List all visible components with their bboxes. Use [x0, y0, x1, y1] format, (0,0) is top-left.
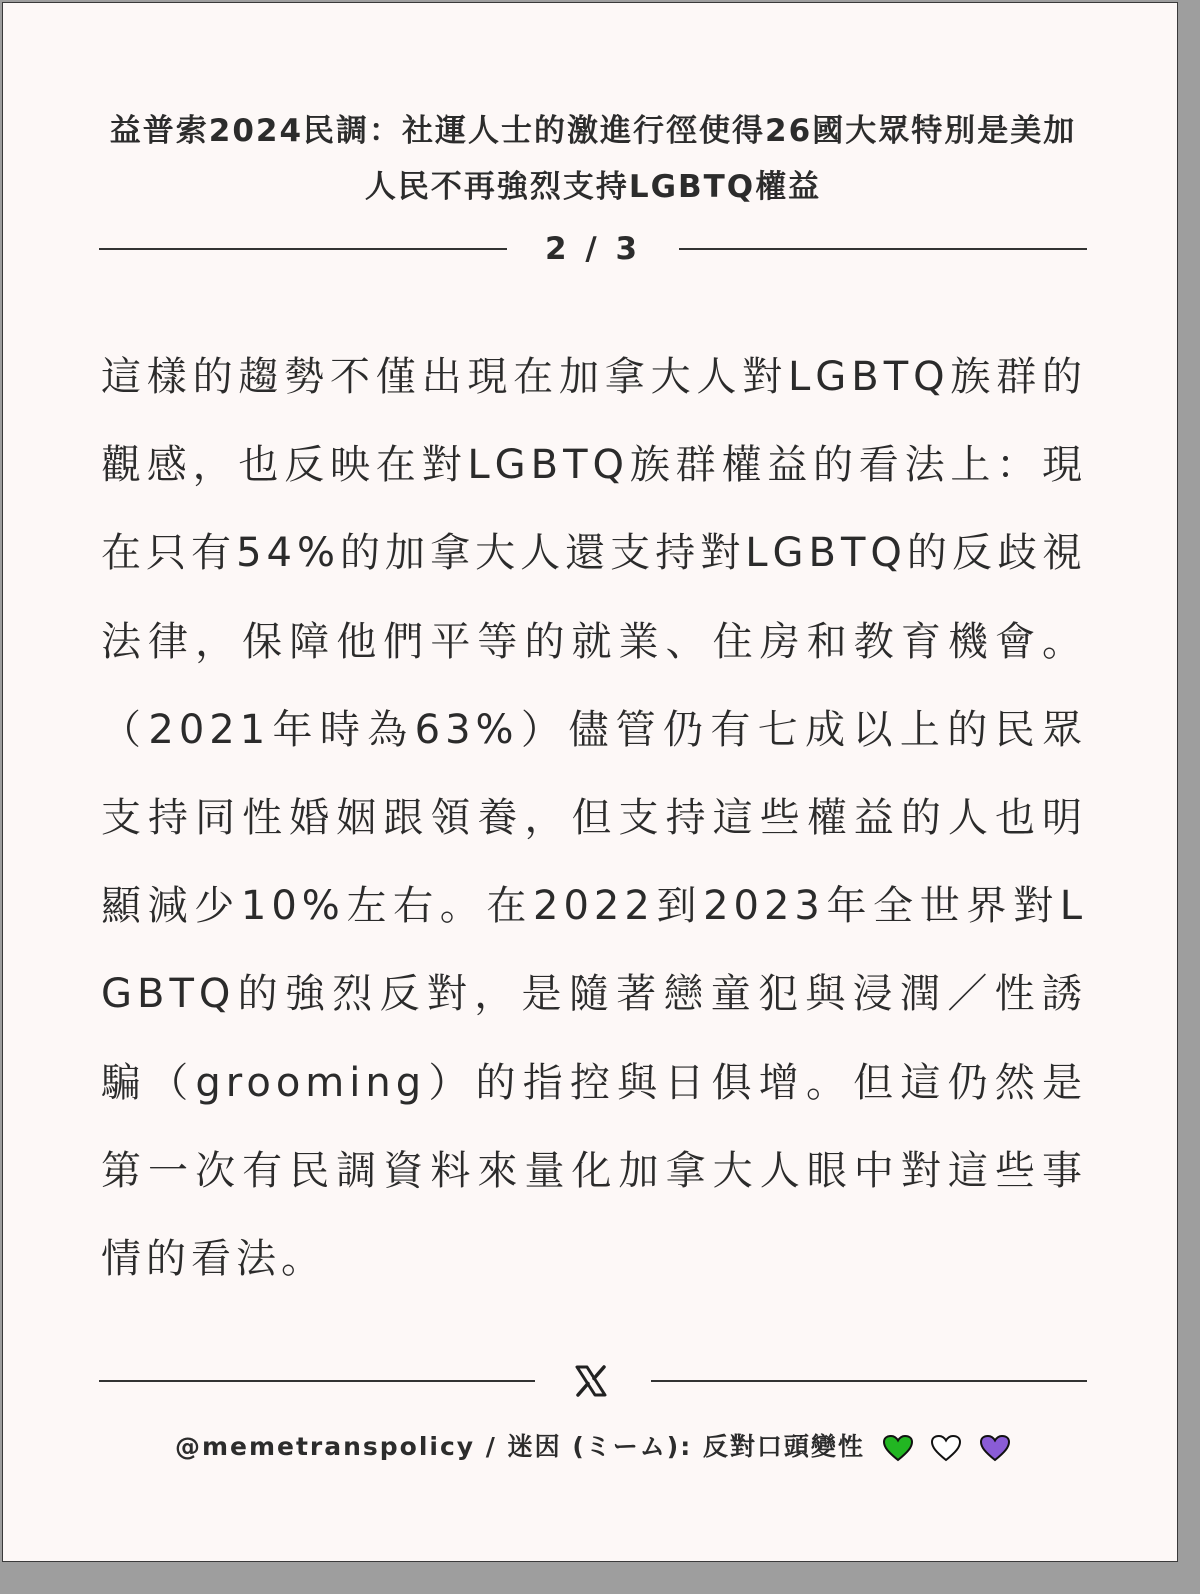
page-indicator-row	[99, 229, 1087, 269]
page-indicator: 2 / 3	[544, 231, 642, 267]
divider-left	[99, 248, 507, 250]
divider-right	[679, 248, 1087, 250]
x-logo-icon[interactable]	[573, 1363, 609, 1399]
purple-heart-icon	[979, 1434, 1011, 1462]
post-title: 益普索2024民調：社運人士的激進行徑使得26國大眾特別是美加人民不再強烈支持LGBTQ權益	[109, 113, 1077, 205]
white-heart-icon	[930, 1434, 962, 1462]
green-heart-icon	[882, 1434, 914, 1462]
post-card	[2, 2, 1178, 1562]
footer-divider-row	[99, 1361, 1087, 1401]
body-paragraph: 這樣的趨勢不僅出現在加拿大人對LGBTQ族群的觀感，也反映在對LGBTQ族群權益的看法上：現在只有54%的加拿大人還支持對LGBTQ的反歧視法律，保障他們平等的就業、住房和教育機會。（2021年時為63%）儘管仍有七成以上的民眾支持同性婚姻跟領養，但支持這些權益的人也明顯減少10%左右。在2022到2023年全世界對LGBTQ的強烈反對，是隨著戀童犯與浸潤／性誘騙（grooming）的指控與日俱增。但這仍然是第一次有民調資料來量化加拿大人眼中對這些事情的看法。	[101, 354, 1087, 1283]
footer-credit	[99, 1427, 1087, 1467]
footer-divider-right	[651, 1380, 1087, 1382]
footer-divider-left	[99, 1380, 535, 1382]
account-handle[interactable]: @memetranspolicy / 迷因 (ミーム): 反對口頭變性	[174, 1432, 865, 1461]
